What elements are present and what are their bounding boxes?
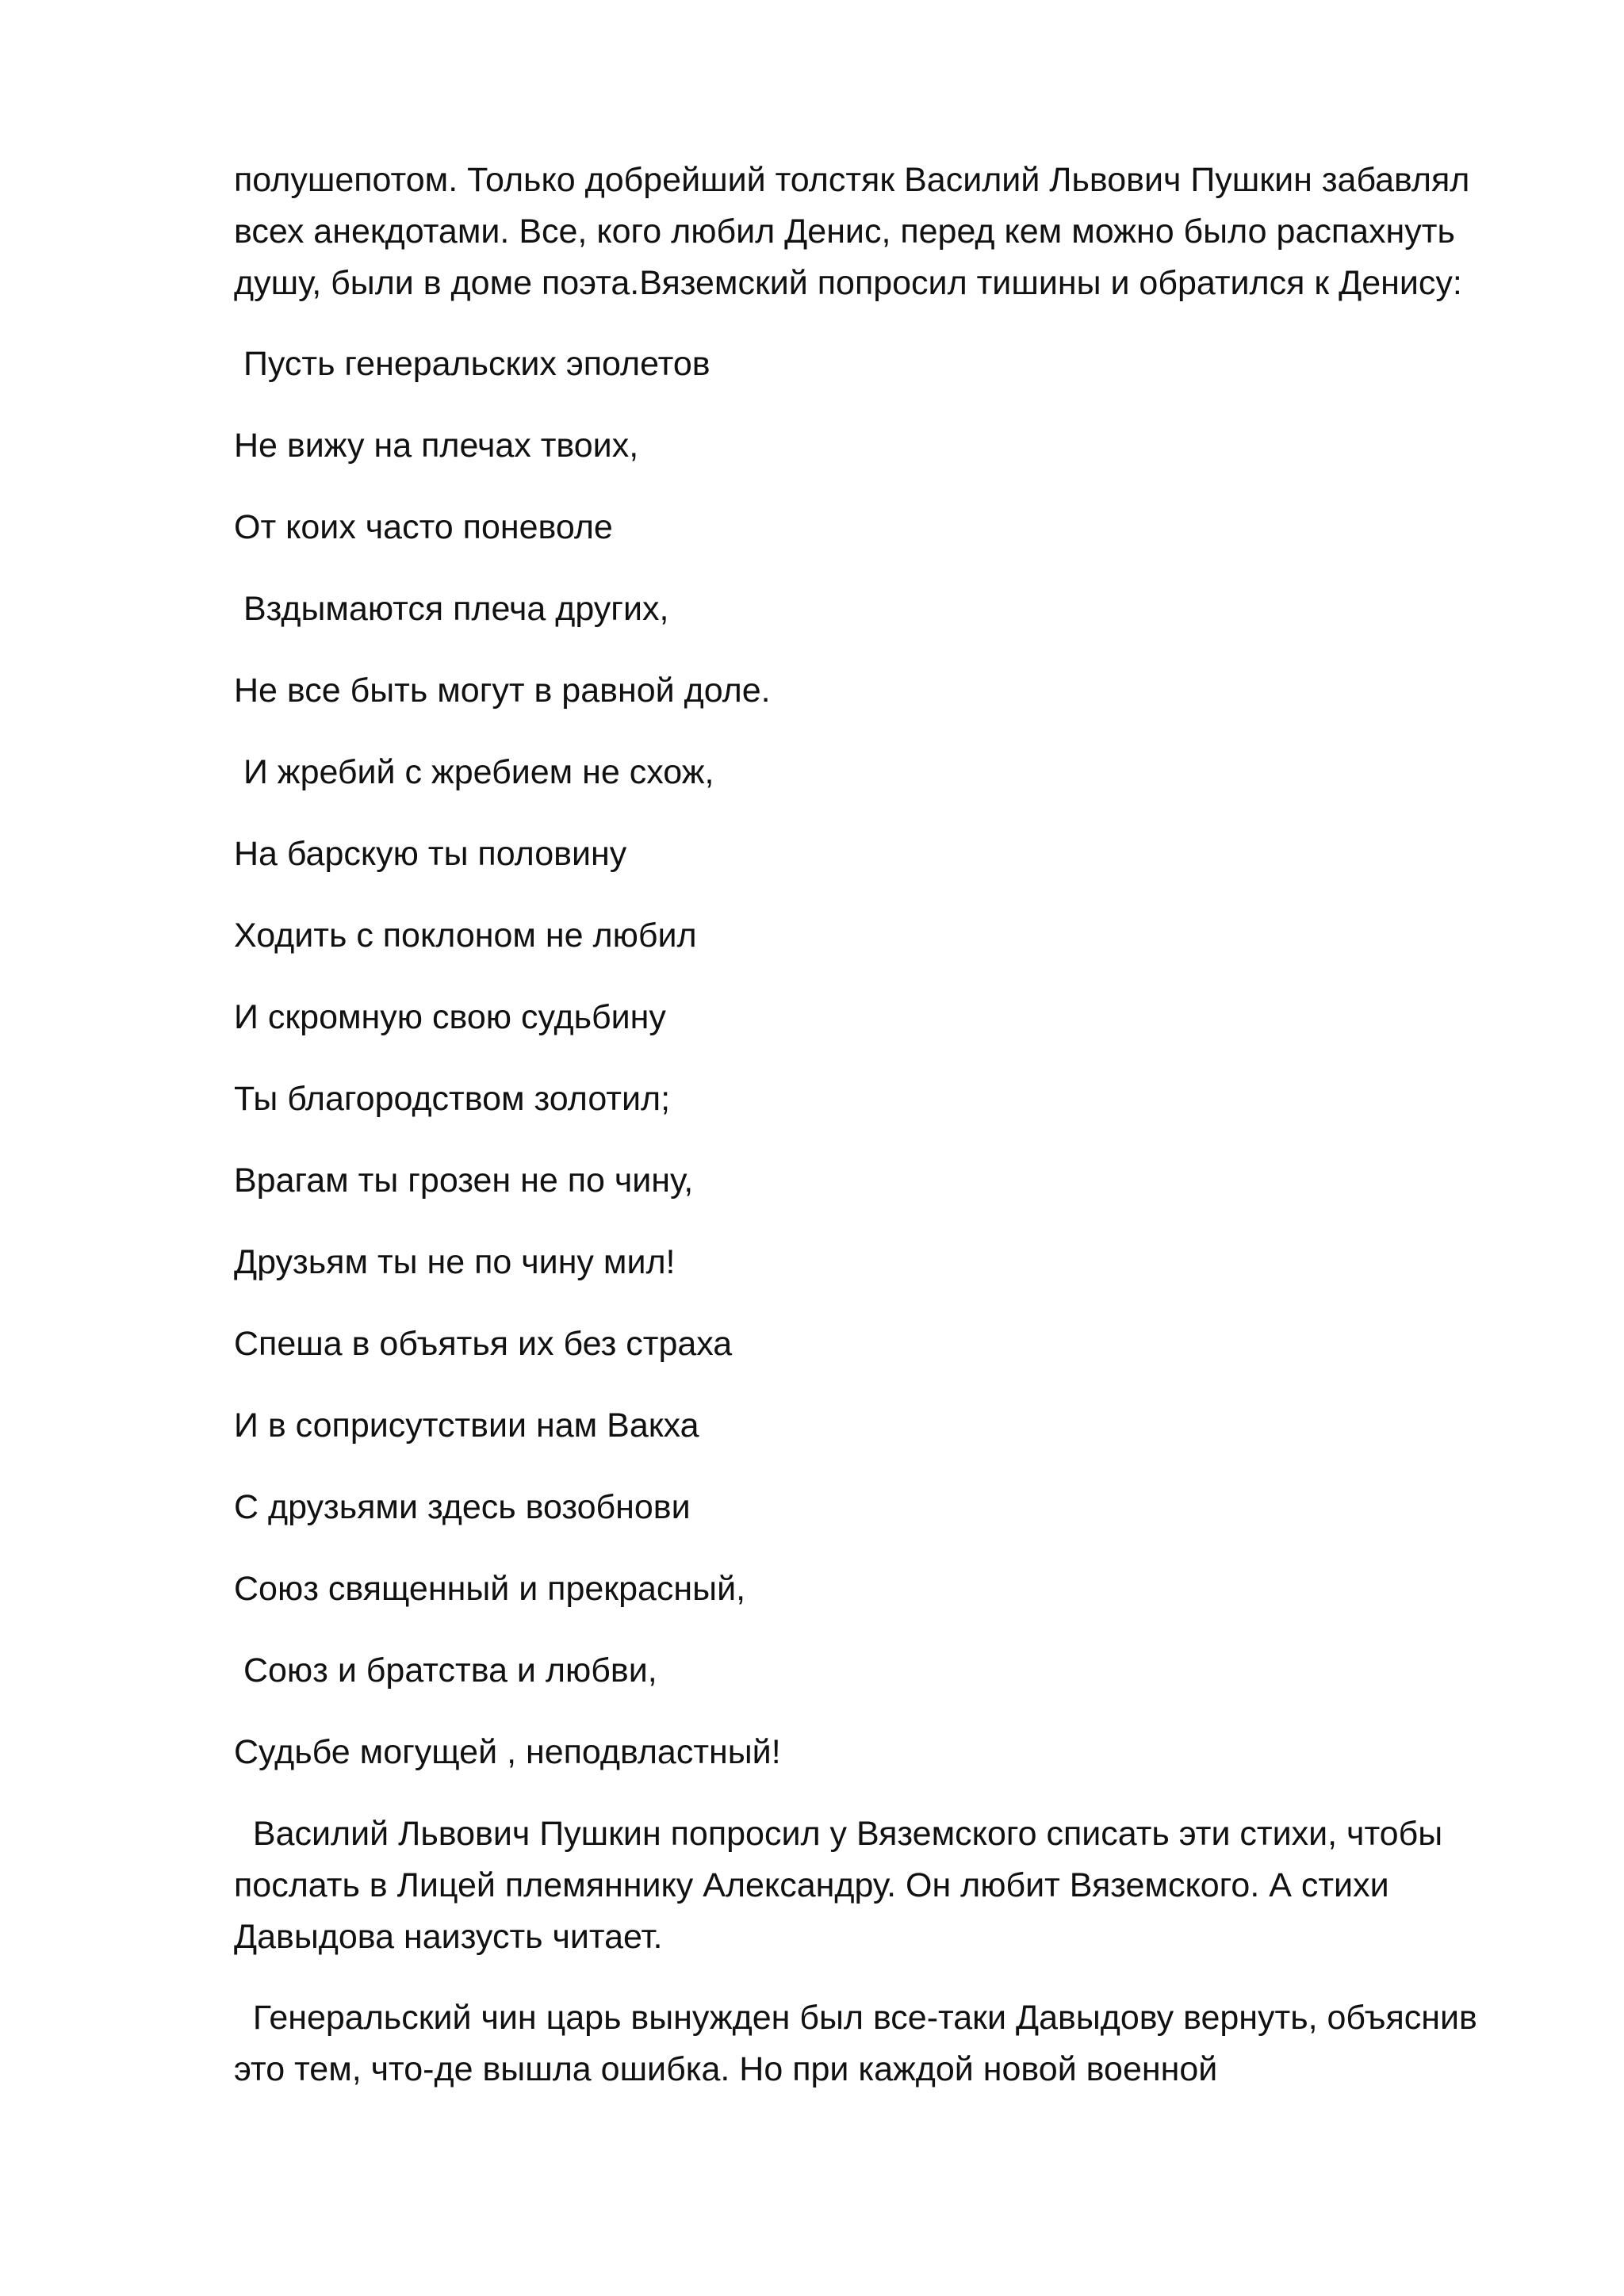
poem-line-14: И в соприсутствии нам Вакха	[234, 1406, 699, 1445]
poem-line-16: Союз священный и прекрасный,	[234, 1570, 746, 1608]
closing-paragraph: Генеральский чин царь вынужден был все-таки Давыдову вернуть, объяснив это тем, что-де вышла ошибка. Но при каждой новой военной	[234, 1999, 1487, 2088]
poem-line-18: Судьбе могущей , неподвластный!	[234, 1733, 781, 1771]
poem-line-10: Ты благородством золотил;	[234, 1080, 671, 1118]
poem-line-13: Спеша в объятья их без страха	[234, 1325, 733, 1363]
paragraph-after-poem: Василий Львович Пушкин попросил у Вяземского списать эти стихи, чтобы послать в Лицей племяннику Александру. Он любит Вяземского. А стихи Давыдова наизусть читает.	[234, 1815, 1453, 1956]
poem-line-9: И скромную свою судьбину	[234, 998, 666, 1036]
document-body	[234, 155, 1534, 2095]
poem-line-15: С друзьями здесь возобнови	[234, 1488, 691, 1526]
poem-line-3: От коих часто поневоле	[234, 508, 613, 546]
poem-line-7: На барскую ты половину	[234, 835, 627, 873]
poem-line-4: Вздымаются плеча других,	[234, 590, 669, 628]
poem-line-2: Не вижу на плечах твоих,	[234, 427, 639, 465]
opening-paragraph: полушепотом. Только добрейший толстяк Василий Львович Пушкин забавлял всех анекдотами. Все, кого любил Денис, перед кем можно было распахнуть душу, были в доме поэта.Вяземский попросил тишины и обратился к Денису:	[234, 161, 1470, 302]
poem-line-1: Пусть генеральских эполетов	[234, 345, 710, 383]
poem	[234, 339, 1534, 1808]
poem-line-11: Врагам ты грозен не по чину,	[234, 1161, 694, 1200]
poem-line-8: Ходить с поклоном не любил	[234, 916, 697, 955]
poem-line-6: И жребий с жребием не схож,	[234, 753, 714, 791]
poem-line-12: Друзьям ты не по чину мил!	[234, 1243, 676, 1281]
poem-line-17: Союз и братства и любви,	[234, 1651, 657, 1689]
poem-line-5: Не все быть могут в равной доле.	[234, 672, 771, 710]
